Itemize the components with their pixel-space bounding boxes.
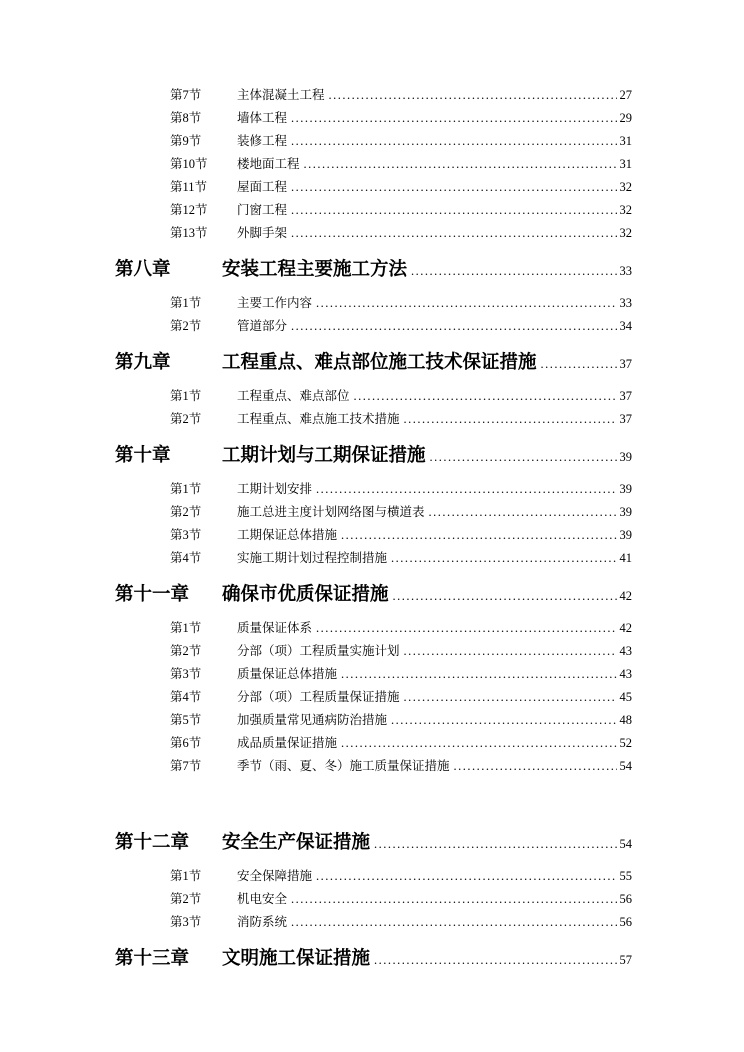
toc-entry[interactable] bbox=[0, 888, 744, 911]
toc-entry[interactable] bbox=[0, 176, 744, 199]
toc-entry-label: 第9节 bbox=[170, 134, 202, 148]
toc-entry-page: 54 bbox=[619, 759, 632, 773]
toc-dotted-leader bbox=[374, 947, 616, 973]
toc-entry-title: 成品质量保证措施 bbox=[237, 736, 338, 750]
toc-entry-title: 质量保证体系 bbox=[237, 621, 313, 635]
toc-dotted-leader bbox=[391, 709, 616, 732]
toc-entry-label: 第11节 bbox=[170, 180, 208, 194]
toc-entry-page: 39 bbox=[619, 482, 632, 496]
toc-entry-page: 33 bbox=[619, 296, 632, 310]
toc-entry-page: 37 bbox=[619, 412, 632, 426]
toc-entry-label: 第2节 bbox=[170, 644, 202, 658]
toc-entry-page: 54 bbox=[619, 837, 632, 851]
toc-dotted-leader bbox=[430, 444, 617, 470]
toc-entry-title: 管道部分 bbox=[237, 319, 288, 333]
toc-entry-label: 第八章 bbox=[115, 260, 171, 280]
toc-entry-page: 32 bbox=[619, 203, 632, 217]
toc-entry-label: 第2节 bbox=[170, 319, 202, 333]
toc-entry-label: 第十一章 bbox=[115, 585, 190, 605]
toc-entry-label: 第1节 bbox=[170, 621, 202, 635]
toc-entry-title: 工程重点、难点施工技术措施 bbox=[237, 412, 400, 426]
toc-entry-page: 31 bbox=[619, 134, 632, 148]
toc-entry-title: 工期计划与工期保证措施 bbox=[222, 446, 426, 466]
toc-dotted-leader bbox=[291, 176, 616, 199]
toc-entry-label: 第1节 bbox=[170, 389, 202, 403]
toc-entry[interactable] bbox=[0, 130, 744, 153]
toc-entry-title: 分部（项）工程质量实施计划 bbox=[237, 644, 400, 658]
toc-entry-label: 第1节 bbox=[170, 869, 202, 883]
toc-entry[interactable] bbox=[0, 686, 744, 709]
toc-dotted-leader bbox=[316, 478, 616, 501]
toc-entry-title: 安全保障措施 bbox=[237, 869, 313, 883]
toc-entry-page: 56 bbox=[619, 915, 632, 929]
toc-entry[interactable] bbox=[0, 501, 744, 524]
toc-entry[interactable] bbox=[0, 582, 744, 609]
toc-dotted-leader bbox=[291, 130, 616, 153]
toc-entry-page: 39 bbox=[619, 528, 632, 542]
toc-entry-page: 45 bbox=[619, 690, 632, 704]
toc-entry[interactable] bbox=[0, 732, 744, 755]
toc-entry-label: 第2节 bbox=[170, 892, 202, 906]
toc-dotted-leader bbox=[316, 292, 616, 315]
toc-dotted-leader bbox=[291, 107, 616, 130]
toc-dotted-leader bbox=[374, 831, 616, 857]
toc-entry-label: 第13节 bbox=[170, 226, 208, 240]
toc-dotted-leader bbox=[316, 617, 616, 640]
toc-dotted-leader bbox=[341, 524, 616, 547]
toc-entry[interactable] bbox=[0, 640, 744, 663]
toc-entry-title: 工期保证总体措施 bbox=[237, 528, 338, 542]
toc-entry-label: 第4节 bbox=[170, 690, 202, 704]
toc-entry-page: 48 bbox=[619, 713, 632, 727]
toc-entry-label: 第3节 bbox=[170, 667, 202, 681]
toc-entry-page: 52 bbox=[619, 736, 632, 750]
toc-entry-page: 27 bbox=[619, 88, 632, 102]
toc-entry-label: 第4节 bbox=[170, 551, 202, 565]
toc-entry-title: 主体混凝土工程 bbox=[237, 88, 325, 102]
toc-entry-title: 季节（雨、夏、冬）施工质量保证措施 bbox=[237, 759, 450, 773]
toc-entry[interactable] bbox=[0, 292, 744, 315]
toc-entry-page: 34 bbox=[619, 319, 632, 333]
toc-entry[interactable] bbox=[0, 107, 744, 130]
toc-entry-label: 第九章 bbox=[115, 353, 171, 373]
toc-dotted-leader bbox=[429, 501, 617, 524]
toc-entry[interactable] bbox=[0, 153, 744, 176]
toc-dotted-leader bbox=[291, 888, 616, 911]
toc-entry-page: 33 bbox=[619, 264, 632, 278]
toc-entry-page: 39 bbox=[619, 505, 632, 519]
toc-entry-title: 墙体工程 bbox=[237, 111, 288, 125]
toc-entry-title: 主要工作内容 bbox=[237, 296, 313, 310]
toc-dotted-leader bbox=[291, 315, 616, 338]
toc-dotted-leader bbox=[304, 153, 617, 176]
toc-entry-title: 工程重点、难点部位 bbox=[237, 389, 350, 403]
toc-entry-label: 第7节 bbox=[170, 88, 202, 102]
toc-entry-page: 55 bbox=[619, 869, 632, 883]
toc-dotted-leader bbox=[341, 663, 616, 686]
toc-entry-title: 工程重点、难点部位施工技术保证措施 bbox=[222, 353, 537, 373]
toc-entry-page: 31 bbox=[619, 157, 632, 171]
toc-dotted-leader bbox=[291, 911, 616, 934]
toc-entry[interactable] bbox=[0, 315, 744, 338]
toc-entry[interactable] bbox=[0, 84, 744, 107]
toc-entry[interactable] bbox=[0, 911, 744, 934]
toc-entry-label: 第十章 bbox=[115, 446, 171, 466]
toc-entry-title: 门窗工程 bbox=[237, 203, 288, 217]
toc-entry-title: 文明施工保证措施 bbox=[222, 949, 371, 969]
toc-entry-label: 第1节 bbox=[170, 482, 202, 496]
toc-entry[interactable] bbox=[0, 257, 744, 284]
toc-entry-title: 机电安全 bbox=[237, 892, 288, 906]
toc-entry-label: 第7节 bbox=[170, 759, 202, 773]
toc-dotted-leader bbox=[541, 351, 617, 377]
toc-entry-label: 第2节 bbox=[170, 505, 202, 519]
toc-entry-page: 42 bbox=[619, 589, 632, 603]
toc-dotted-leader bbox=[393, 583, 617, 609]
toc-entry[interactable] bbox=[0, 865, 744, 888]
toc-entry-title: 分部（项）工程质量保证措施 bbox=[237, 690, 400, 704]
toc-dotted-leader bbox=[411, 258, 616, 284]
toc-entry[interactable] bbox=[0, 478, 744, 501]
toc-entry[interactable] bbox=[0, 755, 744, 778]
toc-entry-page: 56 bbox=[619, 892, 632, 906]
toc-entry-page: 39 bbox=[619, 450, 632, 464]
toc-entry[interactable] bbox=[0, 524, 744, 547]
toc-entry-page: 43 bbox=[619, 667, 632, 681]
toc-entry[interactable] bbox=[0, 385, 744, 408]
toc-dotted-leader bbox=[316, 865, 616, 888]
toc-entry-page: 32 bbox=[619, 226, 632, 240]
toc-entry-label: 第3节 bbox=[170, 528, 202, 542]
toc-entry-title: 实施工期计划过程控制措施 bbox=[237, 551, 388, 565]
toc-entry-label: 第6节 bbox=[170, 736, 202, 750]
toc-entry-page: 57 bbox=[619, 953, 632, 967]
toc-entry-title: 质量保证总体措施 bbox=[237, 667, 338, 681]
toc-entry[interactable] bbox=[0, 709, 744, 732]
toc-entry[interactable] bbox=[0, 946, 744, 973]
toc-entry[interactable] bbox=[0, 547, 744, 570]
toc-entry[interactable] bbox=[0, 199, 744, 222]
toc-entry-label: 第2节 bbox=[170, 412, 202, 426]
toc-dotted-leader bbox=[354, 385, 617, 408]
toc-entry-page: 37 bbox=[619, 357, 632, 371]
toc-entry-label: 第1节 bbox=[170, 296, 202, 310]
toc-entry-title: 工期计划安排 bbox=[237, 482, 313, 496]
toc-dotted-leader bbox=[291, 199, 616, 222]
toc-entry-title: 楼地面工程 bbox=[237, 157, 300, 171]
toc-entry-title: 安装工程主要施工方法 bbox=[222, 260, 408, 280]
toc-entry-title: 外脚手架 bbox=[237, 226, 288, 240]
toc-entry-page: 43 bbox=[619, 644, 632, 658]
toc-entry-page: 41 bbox=[619, 551, 632, 565]
toc-entry-page: 32 bbox=[619, 180, 632, 194]
toc-entry-page: 29 bbox=[619, 111, 632, 125]
toc-entry[interactable] bbox=[0, 663, 744, 686]
toc-dotted-leader bbox=[391, 547, 616, 570]
toc-entry-title: 加强质量常见通病防治措施 bbox=[237, 713, 388, 727]
toc-entry-title: 安全生产保证措施 bbox=[222, 833, 371, 853]
toc-entry-label: 第十二章 bbox=[115, 833, 190, 853]
toc-entry-label: 第3节 bbox=[170, 915, 202, 929]
toc-dotted-leader bbox=[329, 84, 617, 107]
toc-entry-page: 42 bbox=[619, 621, 632, 635]
toc-dotted-leader bbox=[291, 222, 616, 245]
toc-entry-label: 第十三章 bbox=[115, 949, 190, 969]
toc-entry[interactable] bbox=[0, 617, 744, 640]
toc-entry-title: 确保市优质保证措施 bbox=[222, 585, 389, 605]
toc-entry[interactable] bbox=[0, 408, 744, 431]
toc-dotted-leader bbox=[341, 732, 616, 755]
toc-dotted-leader bbox=[404, 408, 617, 431]
toc-dotted-leader bbox=[404, 640, 617, 663]
toc-entry-label: 第12节 bbox=[170, 203, 208, 217]
toc-entry[interactable] bbox=[0, 350, 744, 377]
toc-entry-title: 消防系统 bbox=[237, 915, 288, 929]
toc-entry[interactable] bbox=[0, 222, 744, 245]
toc-entry-label: 第10节 bbox=[170, 157, 208, 171]
toc-entry-label: 第8节 bbox=[170, 111, 202, 125]
toc-dotted-leader bbox=[454, 755, 617, 778]
toc-entry[interactable] bbox=[0, 830, 744, 857]
toc-entry-label: 第5节 bbox=[170, 713, 202, 727]
toc-entry-title: 屋面工程 bbox=[237, 180, 288, 194]
toc-entry-page: 37 bbox=[619, 389, 632, 403]
toc-dotted-leader bbox=[404, 686, 617, 709]
toc-entry-title: 装修工程 bbox=[237, 134, 288, 148]
toc-entry[interactable] bbox=[0, 443, 744, 470]
toc-entry-title: 施工总进主度计划网络图与横道表 bbox=[237, 505, 425, 519]
